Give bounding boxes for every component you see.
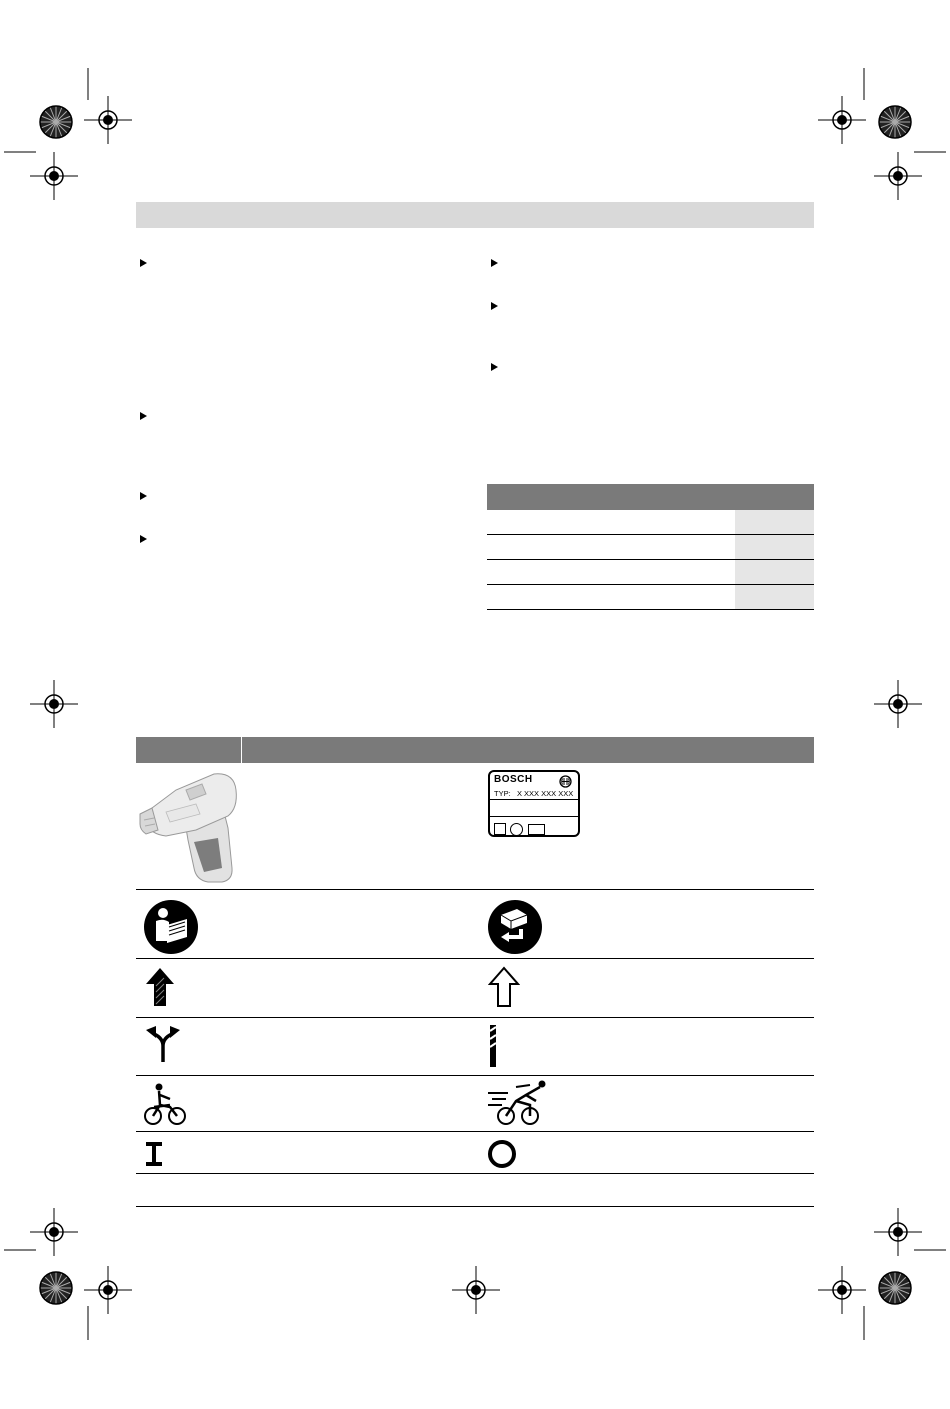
slow-cyclist-icon xyxy=(142,1081,188,1127)
battery-disposal-icon xyxy=(487,899,543,955)
color-wheel-icon xyxy=(879,106,911,138)
nameplate-type: TYP: X XXX XXX XXX xyxy=(494,789,574,798)
table-cell xyxy=(735,535,814,559)
symbols-table-header-cell xyxy=(136,737,241,763)
read-manual-icon xyxy=(143,899,199,955)
symbols-row-divider xyxy=(136,1075,814,1076)
registration-mark-icon xyxy=(84,96,132,144)
nameplate-square xyxy=(494,823,506,835)
filled-up-arrow-icon xyxy=(144,966,176,1008)
bullet-marker xyxy=(491,259,498,267)
registration-mark-icon xyxy=(84,1266,132,1314)
switch-off-icon xyxy=(487,1139,517,1169)
table-cell xyxy=(735,510,814,534)
bullet-marker xyxy=(140,492,147,500)
switch-on-icon xyxy=(144,1142,164,1166)
registration-mark-icon xyxy=(452,1266,500,1314)
bullet-marker xyxy=(140,259,147,267)
color-wheel-icon xyxy=(40,1272,72,1304)
nameplate-circle xyxy=(510,823,523,836)
registration-mark-icon xyxy=(874,1208,922,1256)
symbols-row-divider xyxy=(136,889,814,890)
bullet-marker xyxy=(140,535,147,543)
symbols-row-divider xyxy=(136,958,814,959)
symbols-row-divider xyxy=(136,1017,814,1018)
table-cell xyxy=(735,585,814,609)
bullet-marker xyxy=(491,363,498,371)
table-header xyxy=(487,484,814,510)
registration-mark-icon xyxy=(818,1266,866,1314)
nameplate-rectangle xyxy=(528,824,545,835)
page-header-band xyxy=(136,202,814,228)
nameplate-illustration xyxy=(488,770,580,837)
registration-mark-icon xyxy=(30,152,78,200)
bullet-marker xyxy=(140,412,147,420)
color-wheel-icon xyxy=(879,1272,911,1304)
registration-mark-icon xyxy=(30,1208,78,1256)
drill-bit-icon xyxy=(486,1023,500,1069)
symbols-row-divider xyxy=(136,1131,814,1132)
table-cell xyxy=(735,560,814,584)
registration-mark-icon xyxy=(874,152,922,200)
bullet-marker xyxy=(491,302,498,310)
registration-mark-icon xyxy=(874,680,922,728)
registration-mark-icon xyxy=(818,96,866,144)
color-wheel-icon xyxy=(40,106,72,138)
registration-mark-icon xyxy=(30,680,78,728)
rotation-direction-icon xyxy=(144,1024,182,1064)
symbols-row-divider xyxy=(136,1173,814,1174)
nameplate-brand: BOSCH xyxy=(494,774,533,785)
table-row-divider xyxy=(487,609,814,610)
page-footer-rule xyxy=(136,1206,814,1207)
outline-up-arrow-icon xyxy=(488,966,520,1008)
fast-cyclist-icon xyxy=(486,1079,552,1127)
cordless-drill-illustration xyxy=(136,768,242,886)
bosch-logo-icon xyxy=(559,775,572,788)
symbols-table-header-cell xyxy=(242,737,814,763)
